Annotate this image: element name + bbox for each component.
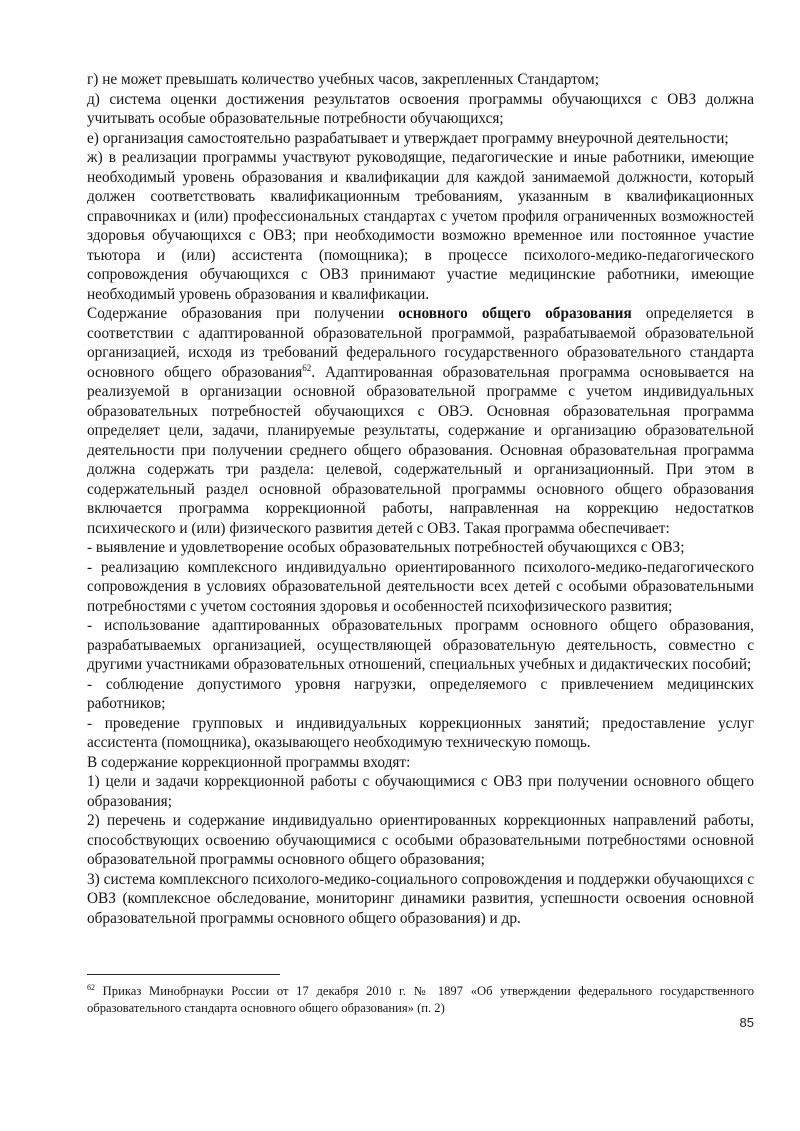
footnote <box>87 983 754 1017</box>
content-rest: . Адаптированная образовательная программа основывается на реализуемой в организации основной образовательной программе с учетом индивидуальных образовательных потребностей обучающихся с ОВЭ. Основная образовательная программа определяет цели, задачи, планируемые результаты, содержание и организацию образовательной деятельности при получении среднего общего образования. Основная образовательная программа должна содержать три раздела: целевой, содержательный и организационный. При этом в содержательный раздел основной образовательной программы основного общего образования включается программа коррекционной работы, направленная на коррекцию недостатков психического и (или) физического развития детей с ОВЗ. Такая программа обеспечивает: <box>87 363 755 537</box>
bullet-item: - использование адаптированных образовательных программ основного общего образования, разрабатываемых организацией, осуществляющей образовательную деятельность, совместно с другими участниками образовательных отношений, специальных учебных и дидактических пособий; <box>87 617 754 673</box>
paragraph-e: е) организация самостоятельно разрабатывает и утверждает программу внеурочной деятельности; <box>87 129 729 147</box>
paragraph-g: г) не может превышать количество учебных часов, закрепленных Стандартом; <box>87 71 599 88</box>
content-bold-term: основного общего образования <box>398 305 632 322</box>
content-middle: определяется в соответствии с адаптированной образовательной программой, разрабатываемой образовательной организацией, исходя из требований федерального государственного образовательного стандарта основного общего образования <box>87 305 754 381</box>
page-number: 85 <box>739 1015 754 1030</box>
footnote-reference[interactable]: 62 <box>302 362 312 373</box>
footnote-text: Приказ Минобрнауки России от 17 декабря 2010 г. № 1897 «Об утверждении федерального государственного образовательного стандарта основного общего образования» (п. 2) <box>87 984 754 1015</box>
content-paragraph <box>87 304 754 538</box>
bullet-item: - соблюдение допустимого уровня нагрузки, определяемого с привлечением медицинских работников; <box>87 675 754 712</box>
bullet-item: - проведение групповых и индивидуальных коррекционных занятий; предоставление услуг ассистента (помощника), оказывающего необходимую техническую помощь. <box>87 714 754 751</box>
correction-intro: В содержание коррекционной программы входят: <box>87 753 411 771</box>
bullet-item: - выявление и удовлетворение особых образовательных потребностей обучающихся с ОВЗ; <box>87 539 685 556</box>
paragraph-zh: ж) в реализации программы участвуют руководящие, педагогические и иные работники, имеющие необходимый уровень образования и квалификации для каждой занимаемой должности, который должен соответствовать квалификационным требованиям, указанным в квалификационных справочниках и (или) профессиональных стандартах с учетом профиля ограниченных возможностей здоровья обучающихся с ОВЗ; при необходимости возможно временное или постоянное участие тьютора и (или) ассистента (помощника); в процессе психолого-медико-педагогического сопровождения обучающихся с ОВЗ принимают участие медицинские работники, имеющие необходимый уровень образования и квалификации. <box>87 149 754 303</box>
document-body <box>87 70 754 928</box>
correction-item: 1) цели и задачи коррекционной работы с обучающимися с ОВЗ при получении основного общего образования; <box>87 773 754 810</box>
correction-item: 2) перечень и содержание индивидуально ориентированных коррекционных направлений работы, способствующих освоению обучающимися с особыми образовательными потребностями основной образовательной программы основного общего образования; <box>87 812 754 868</box>
paragraph-d: д) система оценки достижения результатов освоения программы обучающихся с ОВЗ должна учитывать особые образовательные потребности обучающихся; <box>87 90 754 127</box>
bullet-item: - реализацию комплексного индивидуально ориентированного психолого-медико-педагогического сопровождения в условиях образовательной деятельности всех детей с особыми образовательными потребностями с учетом состояния здоровья и особенностей психофизического развития; <box>87 558 754 615</box>
footnote-separator <box>87 974 280 975</box>
content-intro: Содержание образования при получении <box>87 305 399 322</box>
footnote-number: 62 <box>87 982 95 992</box>
correction-item: 3) система комплексного психолого-медико-социального сопровождения и поддержки обучающихся с ОВЗ (комплексное обследование, мониторинг динамики развития, успешности освоения основной образовательной программы основного общего образования) и др. <box>87 870 754 927</box>
